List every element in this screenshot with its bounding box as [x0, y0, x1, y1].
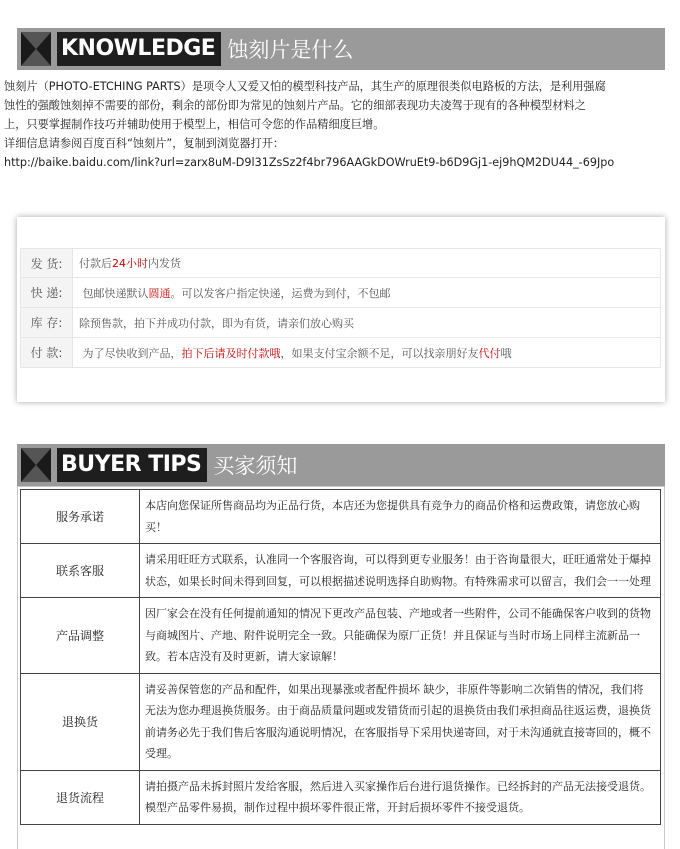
shipping-row	[20, 308, 661, 338]
buyer-tips-banner	[17, 444, 665, 486]
buyer-tips-row	[21, 770, 661, 824]
shipping-row	[20, 338, 661, 368]
buyer-tips-table	[20, 489, 661, 825]
knowledge-paragraph	[4, 77, 676, 172]
buyer-tips-label: 联系客服	[21, 544, 140, 598]
shipping-row-value	[73, 338, 660, 367]
shipping-row-value	[73, 308, 660, 337]
shipping-row	[20, 248, 661, 278]
buyer-tips-value: 请拍摄产品未拆封照片发给客服，然后进入买家操作后台进行退货操作。已经拆封的产品无法接受退货。模型产品零件易损，制作过程中损坏零件很正常，开封后损坏零件不接受退货。	[140, 770, 661, 824]
highlight-text: 拍下后请及时付款哦	[181, 346, 281, 360]
shipping-row-value	[73, 249, 660, 277]
buyer-tips-row	[21, 544, 661, 598]
knowledge-banner	[17, 28, 665, 70]
value-text: 除预售款，拍下并成功付款，即为有货，请亲们放心购买	[79, 316, 354, 330]
buyer-tips-label: 服务承诺	[21, 490, 140, 544]
value-text: 为了尽快收到产品，	[79, 346, 182, 360]
x-logo-icon	[17, 28, 57, 70]
knowledge-banner-cn: 蚀刻片是什么	[227, 38, 354, 62]
buyer-tips-value: 请妥善保管您的产品和配件，如果出现暴涨或者配件损坏 缺少，非原件等影响二次销售的情况，我们将无法为您办理退换货服务。由于商品质量问题或发错货而引起的退换货由我们承担商品往返运费，退换货前请务必先于我们售后客服沟通说明情况，在客服指导下采用快递寄回，对于未沟通就直接寄回的，概不受理。	[140, 673, 661, 770]
highlight-text: 代付	[478, 346, 501, 360]
buyer-tips-banner-en: BUYER TIPS	[57, 448, 207, 482]
value-text: ，如果支付宝余额不足，可以找亲朋好友	[280, 346, 479, 360]
shipping-row	[20, 278, 661, 308]
value-text: 内发货	[148, 257, 181, 270]
shipping-row-value	[73, 278, 660, 307]
value-text: 包邮快递默认	[79, 286, 149, 300]
buyer-tips-box	[17, 486, 665, 849]
highlight-text: 圆通	[148, 286, 171, 300]
buyer-tips-value: 本店向您保证所售商品均为正品行货，本店还为您提供具有竞争力的商品价格和运费政策，请您放心购买！	[140, 490, 661, 544]
knowledge-line: 蚀性的强酸蚀刻掉不需要的部份，剩余的部份即为常见的蚀刻片产品。它的细部表现功夫凌驾于现有的各种模型材料之	[4, 99, 586, 112]
buyer-tips-label: 退换货	[21, 673, 140, 770]
buyer-tips-value: 因厂家会在没有任何提前通知的情况下更改产品包装、产地或者一些附件，公司不能确保客户收到的货物与商城图片、产地、附件说明完全一致。只能确保为原厂正货！并且保证与当时市场上同样主流新品一致。若本店没有及时更新，请大家谅解！	[140, 598, 661, 674]
value-text: 付款后	[79, 257, 112, 270]
shipping-info-box	[17, 217, 665, 402]
shipping-row-label: 付 款:	[21, 338, 73, 367]
knowledge-line: 蚀刻片（PHOTO-ETCHING PARTS）是项令人又爱又怕的模型科技产品，其生产的原理很类似电路板的方法，是利用强腐	[4, 80, 606, 93]
buyer-tips-banner-cn: 买家须知	[213, 454, 298, 478]
shipping-info-table	[20, 248, 661, 368]
highlight-text: 24小时	[112, 257, 148, 270]
x-logo-icon	[17, 444, 57, 486]
value-text: 。可以发客户指定快递，运费为到付，不包邮	[170, 286, 391, 300]
buyer-tips-row	[21, 673, 661, 770]
buyer-tips-row	[21, 598, 661, 674]
knowledge-line: 详细信息请参阅百度百科“蚀刻片”，复制到浏览器打开：	[4, 137, 285, 150]
buyer-tips-label: 产品调整	[21, 598, 140, 674]
buyer-tips-row	[21, 490, 661, 544]
shipping-row-label: 快 递:	[21, 278, 73, 307]
shipping-row-label: 库 存:	[21, 308, 73, 337]
knowledge-banner-en: KNOWLEDGE	[57, 32, 221, 66]
shipping-row-label: 发 货:	[21, 249, 73, 277]
value-text: 哦	[500, 346, 512, 360]
buyer-tips-value: 请采用旺旺方式联系，认准同一个客服咨询，可以得到更专业服务！由于咨询量很大，旺旺通常处于爆掉状态，如果长时间未得到回复，可以根据描述说明选择自助购物。有特殊需求可以留言，我们会一一处理	[140, 544, 661, 598]
buyer-tips-label: 退货流程	[21, 770, 140, 824]
baike-url: http://baike.baidu.com/link?url=zarx8uM-D9l31ZsSz2f4br796AAGkDOWruEt9-b6D9Gj1-ej9hQM2DU44_-69Jpo	[4, 156, 615, 169]
knowledge-line: 上，只要掌握制作技巧并辅助使用于模型上，相信可令您的作品精细度巨增。	[4, 118, 385, 131]
